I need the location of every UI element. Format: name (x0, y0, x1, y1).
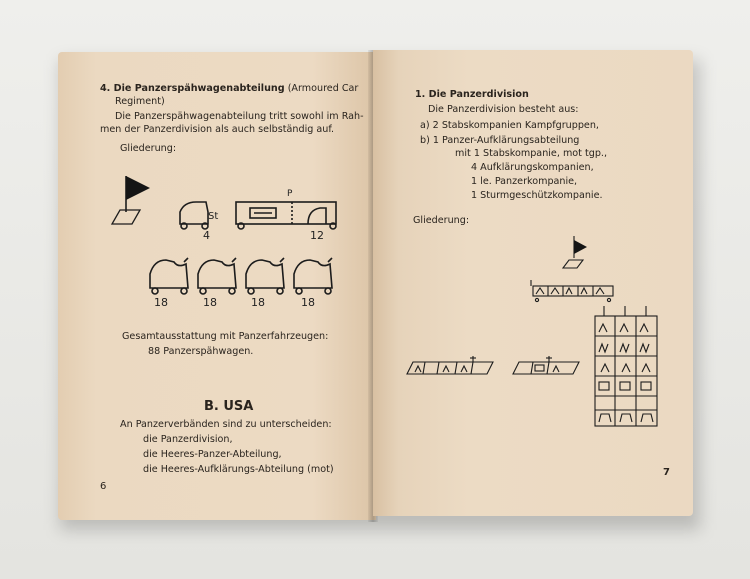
right-gliederung: Gliederung: (413, 215, 470, 226)
right-item-b-2: 4 Aufklärungskompanien, (471, 162, 594, 173)
staff-company-row (531, 280, 613, 302)
right-item-b: b) 1 Panzer-Aufklärungsabteilung (420, 135, 580, 146)
gesamt-line-1: Gesamtausstattung mit Panzerfahrzeugen: (122, 331, 329, 342)
left-para-line-1: Die Panzerspähwagenabteilung tritt sowohl im Rah- (115, 111, 364, 122)
gesamt-line-2: 88 Panzerspähwagen. (148, 346, 254, 357)
usa-intro: An Panzerverbänden sind zu unterscheiden: (120, 419, 332, 430)
left-gliederung: Gliederung: (120, 143, 177, 154)
right-page (373, 50, 693, 516)
scout-car-icon (180, 202, 208, 229)
right-heading: 1. Die Panzerdivision (415, 89, 529, 100)
left-para-line-2: men der Panzerdivision als auch selbständig auf. (100, 124, 335, 135)
division-flag-icon (563, 236, 587, 268)
armoured-car-icon-4 (294, 258, 332, 294)
left-heading-title: 4. Die Panzerspähwagenabteilung (100, 83, 285, 94)
division-diagram (373, 50, 693, 516)
flag-icon (112, 176, 150, 224)
right-item-b-4: 1 Sturmgeschützkompanie. (471, 190, 603, 201)
artillery-row (513, 356, 579, 374)
count-18-c: 18 (251, 296, 265, 309)
armoured-car-diagram (58, 52, 376, 332)
right-item-a: a) 2 Stabskompanien Kampfgruppen, (420, 120, 599, 131)
count-12: 12 (310, 229, 324, 242)
staff-vehicle-icon (236, 202, 336, 229)
usa-item-2: die Heeres-Panzer-Abteilung, (143, 449, 282, 460)
left-heading-note-2: Regiment) (115, 96, 165, 107)
count-18-a: 18 (154, 296, 168, 309)
right-line-1: Die Panzerdivision besteht aus: (428, 104, 579, 115)
count-4: 4 (203, 229, 210, 242)
page-number-right: 7 (663, 467, 670, 478)
p-mark: P (287, 189, 293, 199)
regiment-block (595, 306, 657, 426)
armoured-car-icon-3 (246, 258, 284, 294)
usa-item-1: die Panzerdivision, (143, 434, 233, 445)
infantry-row (407, 356, 493, 374)
armoured-car-icon-1 (150, 258, 188, 294)
right-item-b-3: 1 le. Panzerkompanie, (471, 176, 578, 187)
section-title-usa: B. USA (204, 399, 254, 414)
left-page (58, 52, 376, 520)
page-number-left: 6 (100, 481, 107, 492)
stab-label: St (208, 211, 219, 222)
count-18-d: 18 (301, 296, 315, 309)
usa-item-3: die Heeres-Aufklärungs-Abteilung (mot) (143, 464, 334, 475)
armoured-car-icon-2 (198, 258, 236, 294)
left-heading-note: (Armoured Car (287, 83, 359, 94)
count-18-b: 18 (203, 296, 217, 309)
right-item-b-1: mit 1 Stabskompanie, mot tgp., (455, 148, 608, 159)
